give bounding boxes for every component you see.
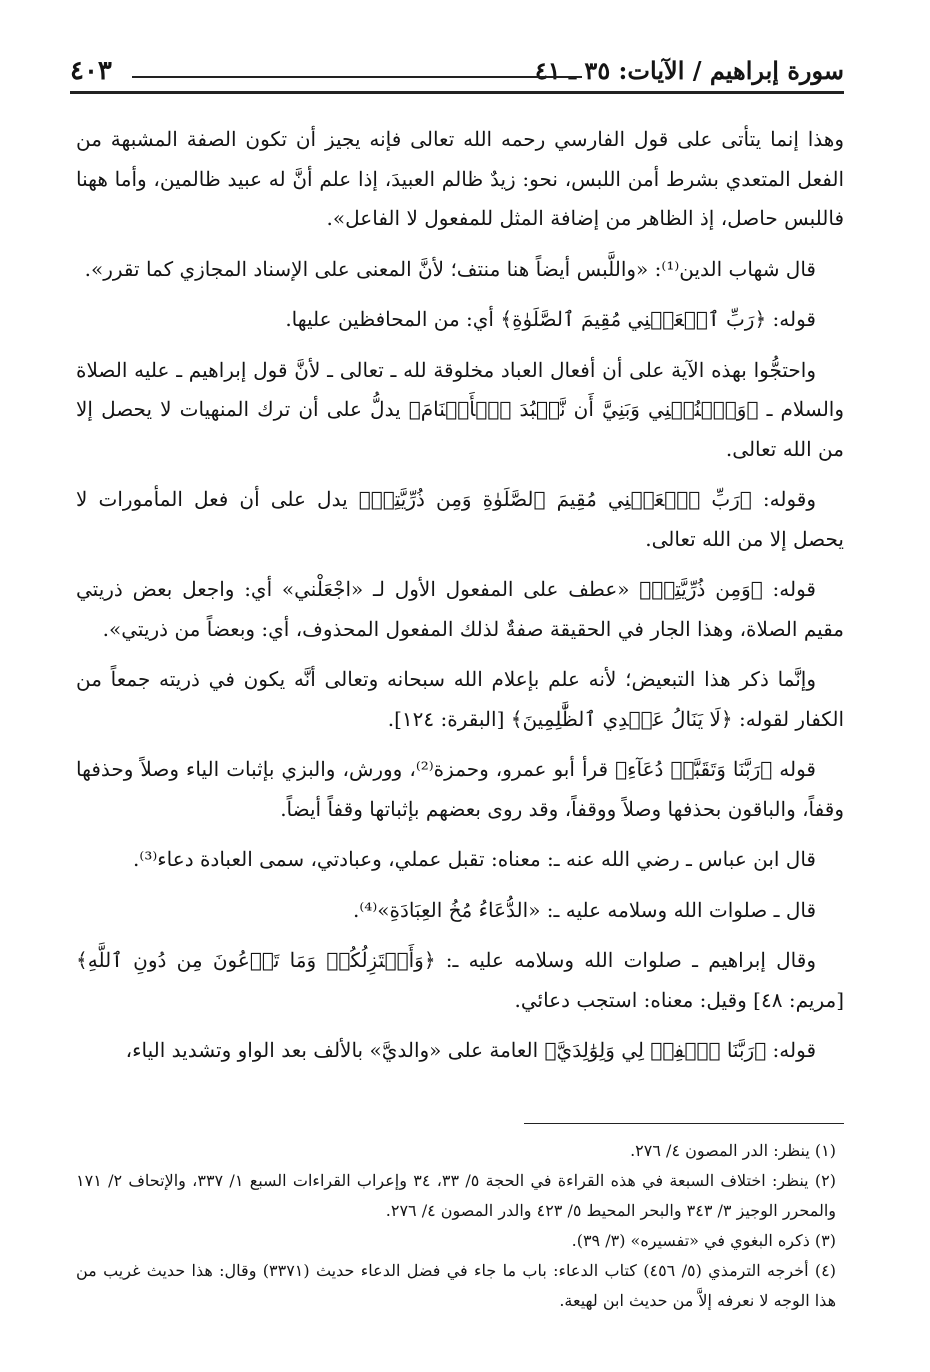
paragraph: وقوله: ﴿رَبِّ ٱجۡعَلۡنِي مُقِيمَ ٱلصَّلَوٰةِ وَمِن ذُرِّيَّتِيۚ﴾ يدل على أن فعل المأمورات لا يحصل إلا من الله تعالى. (76, 487, 844, 551)
main-text (76, 120, 844, 1082)
footnote: (٤) أخرجه الترمذي (٥/ ٤٥٦) كتاب الدعاء: باب ما جاء في فضل الدعاء حديث (٣٣٧١) وقال: هذا حديث غريب من هذا الوجه لا نعرفه إلاَّ من حديث ابن لهيعة. (76, 1261, 837, 1310)
footnote: (٣) ذكره البغوي في «تفسيره» (٣/ ٣٩). (571, 1231, 836, 1250)
paragraph: وقال إبراهيم ـ صلوات الله وسلامه عليه ـ: ﴿وَأَعۡتَزِلُكُمۡ وَمَا تَدۡعُونَ مِن دُونِ ٱللَّهِ﴾ [مريم: ٤٨] وقيل: معناه: استجب دعائي. (76, 948, 844, 1012)
running-head-title: سورة إبراهيم / الآيات: ٣٥ ـ ٤١ (534, 56, 844, 85)
page-number: ٤٠٣ (70, 56, 112, 86)
paragraph: قوله: ﴿رَبَّنَا ٱغۡفِرۡ لِي وَلِوَٰلِدَيَّ﴾ العامة على «والديَّ» بالألف بعد الواو وتشديد الياء، (125, 1038, 816, 1062)
paragraph: واحتجُّوا بهذه الآية على أن أفعال العباد مخلوقة لله ـ تعالى ـ لأنَّ قول إبراهيم ـ عليه الصلاة والسلام ـ ﴿وَٱجۡنُبۡنِي وَبَنِيَّ أَن نَّعۡبُدَ ٱلۡأَصۡنَامَ﴾ يدلُّ على أن ترك المنهيات لا يحصل إلا من الله تعالى. (76, 357, 844, 461)
paragraph: قال شهاب الدين⁽¹⁾: «واللَّبس أيضاً هنا منتف؛ لأنَّ المعنى على الإسناد المجازي كما تقرر». (84, 256, 816, 281)
page-header (70, 52, 844, 94)
footnotes (76, 1136, 836, 1316)
header-dash-line (132, 76, 582, 78)
paragraph: قوله ﴿رَبَّنَا وَتَقَبَّلۡ دُعَآءِ﴾ قرأ أبو عمرو، وحمزة⁽²⁾، وورش، والبزي بإثبات الياء وصلاً وحذفها وقفاً، والباقون بحذفها وصلاً ووقفاً، وقد روى بعضهم بإثباتها وقفاً أيضاً. (76, 757, 844, 821)
paragraph: وإنَّما ذكر هذا التبعيض؛ لأنه علم بإعلام الله سبحانه وتعالى أنَّه يكون في ذريته جمعاً من الكفار لقوله: ﴿لَا يَنَالُ عَهۡدِي ٱلظَّٰلِمِينَ﴾ [البقرة: ١٢٤]. (76, 667, 844, 731)
footnote: (١) ينظر: الدر المصون ٤/ ٢٧٦. (630, 1141, 836, 1160)
paragraph: قال ـ صلوات الله وسلامه عليه ـ: «الدُّعَاءُ مُخُ العِبَادَةِ»⁽⁴⁾. (353, 897, 816, 922)
paragraph: وهذا إنما يتأتى على قول الفارسي رحمه الله تعالى فإنه يجيز أن تكون الصفة المشبهة من الفعل المتعدي بشرط أمن اللبس، نحو: زيدٌ ظالم العبيدَ، إذا علم أنَّ له عبيد ظالمين، وأما ههنا فاللبس حاصل، إذ الظاهر من إضافة المثل للمفعول لا الفاعل». (76, 127, 844, 230)
header-rule (70, 91, 844, 94)
footnote-separator (524, 1123, 844, 1124)
footnote: (٢) ينظر: اختلاف السبعة في هذه القراءة في الحجة ٥/ ٣٣، ٣٤ وإعراب القراءات السبع ١/ ٣٣٧، والإتحاف ٢/ ١٧١ والمحرر الوجيز ٣/ ٣٤٣ والبحر المحيط ٥/ ٤٢٣ والدر المصون ٤/ ٢٧٦. (76, 1171, 837, 1220)
paragraph: قوله: ﴿رَبِّ ٱجۡعَلۡنِي مُقِيمَ ٱلصَّلَوٰةِ﴾ أي: من المحافظين عليها. (285, 307, 816, 331)
paragraph: قال ابن عباس ـ رضي الله عنه ـ: معناه: تقبل عملي، وعبادتي، سمى العبادة دعاء⁽³⁾. (133, 847, 816, 871)
paragraph: قوله: ﴿وَمِن ذُرِّيَّتِيۚ﴾ «عطف على المفعول الأول لـ «اجْعَلْني» أي: واجعل بعض ذريتي مقيم الصلاة، وهذا الجار في الحقيقة صفةٌ لذلك المفعول المحذوف، أي: وبعضاً من ذريتي». (76, 577, 844, 641)
